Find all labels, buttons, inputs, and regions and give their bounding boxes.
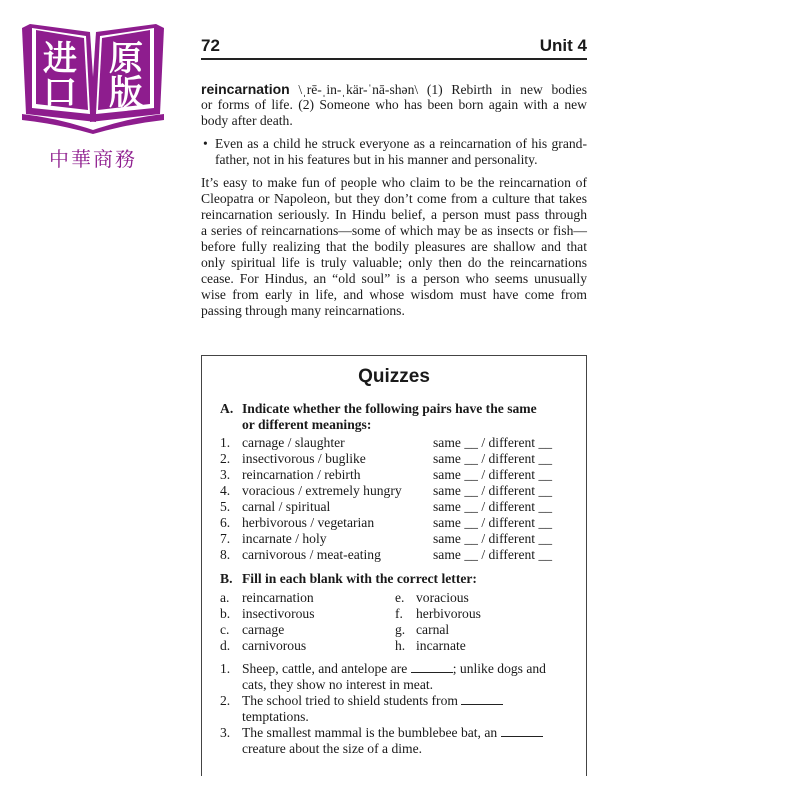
logo — [18, 14, 168, 171]
header-rule — [201, 58, 587, 60]
pair-item: 2. insectivorous / buglike same __ / different __ — [220, 451, 553, 466]
explanation-paragraph — [201, 175, 587, 319]
svg-text:版: 版 — [109, 75, 143, 112]
quiz-box — [201, 355, 587, 776]
option-row: b. insectivorous f. herbivorous — [220, 606, 481, 621]
example-text: Even as a child he struck everyone as a reincarnation of his grand- — [215, 136, 587, 151]
fill-in-question: 1. Sheep, cattle, and antelope are ; unlike dogs and cats, they show no interest in meat. — [220, 661, 546, 692]
example-text: father, not in his features but in his manner and personality. — [215, 152, 538, 167]
same-different-blanks[interactable]: same __ / different __ — [433, 531, 553, 546]
same-different-blanks[interactable]: same __ / different __ — [433, 435, 553, 450]
paragraph-line: only spiritual life is truly valuable; only then do the reincarnations — [201, 255, 587, 270]
paragraph-line: Cleopatra or Napoleon, but they don’t come from a culture that takes — [201, 191, 587, 206]
pair-item: 6. herbivorous / vegetarian same __ / different __ — [220, 515, 553, 530]
answer-blank[interactable] — [411, 661, 453, 673]
definition-text: or forms of life. (2) Someone who has been born again with a new — [201, 97, 587, 112]
same-different-blanks[interactable]: same __ / different __ — [433, 499, 553, 514]
section-b-heading: B. Fill in each blank with the correct letter: — [220, 571, 477, 586]
same-different-blanks[interactable]: same __ / different __ — [433, 515, 553, 530]
answer-blank[interactable] — [461, 693, 503, 705]
pair-item: 4. voracious / extremely hungry same __ / different __ — [220, 483, 553, 498]
section-a-heading: A. Indicate whether the following pairs have the same or different meanings: — [220, 401, 537, 432]
svg-text:进: 进 — [43, 41, 77, 78]
pronunciation: \ˌrē-ˌin-ˌkär-ˈnā-shən\ — [298, 82, 419, 97]
option-row: a. reincarnation e. voracious — [220, 590, 469, 605]
unit-label: Unit 4 — [539, 36, 587, 55]
fill-in-question: 2. The school tried to shield students from temptations. — [220, 693, 565, 725]
option-row: d. carnivorous h. incarnate — [220, 638, 466, 653]
same-different-blanks[interactable]: same __ / different __ — [433, 467, 553, 482]
logo-caption: 中華商務 — [49, 149, 137, 171]
same-different-blanks[interactable]: same __ / different __ — [433, 483, 553, 498]
definition-text: body after death. — [201, 113, 293, 128]
pair-item: 3. reincarnation / rebirth same __ / different __ — [220, 467, 553, 482]
quiz-title: Quizzes — [358, 366, 430, 387]
pair-item: 1. carnage / slaughter same __ / different __ — [220, 435, 553, 450]
paragraph-line: passing through many reincarnations. — [201, 303, 405, 318]
paragraph-line: a series of reincarnations—some of which may be as insects or fish— — [201, 223, 587, 238]
pair-item: 5. carnal / spiritual same __ / different __ — [220, 499, 553, 514]
paragraph-line: before fully realizing that the bodily pleasures are shallow and that — [201, 239, 587, 254]
svg-text:口: 口 — [43, 75, 77, 112]
same-different-blanks[interactable]: same __ / different __ — [433, 451, 553, 466]
entry-definition — [201, 81, 587, 129]
definition-text: (1) Rebirth in new bodies — [426, 82, 587, 97]
paragraph-line: wise from early in life, and whose wisdom must have come from — [201, 287, 587, 302]
paragraph-line: cease. For Hindus, an “old soul” is a person who seems unusually — [201, 271, 587, 286]
page-number: 72 — [201, 36, 220, 55]
paragraph-line: It’s easy to make fun of people who claim to be the reincarnation of — [201, 175, 587, 190]
same-different-blanks[interactable]: same __ / different __ — [433, 547, 553, 562]
pair-item: 8. carnivorous / meat-eating same __ / different __ — [220, 547, 553, 562]
entry-word: reincarnation — [201, 81, 290, 97]
fill-in-question: 3. The smallest mammal is the bumblebee bat, an creature about the size of a dime. — [220, 725, 565, 757]
answer-blank[interactable] — [501, 725, 543, 737]
pair-item: 7. incarnate / holy same __ / different __ — [220, 531, 553, 546]
option-row: c. carnage g. carnal — [220, 622, 450, 637]
book-icon — [18, 14, 168, 134]
example-sentence: • Even as a child he struck everyone as a reincarnation of his grand- father, not in his features but in his manner and personality. — [203, 136, 587, 167]
svg-text:原: 原 — [109, 41, 143, 78]
paragraph-line: reincarnation seriously. In Hindu belief, a person must pass through — [201, 207, 587, 222]
